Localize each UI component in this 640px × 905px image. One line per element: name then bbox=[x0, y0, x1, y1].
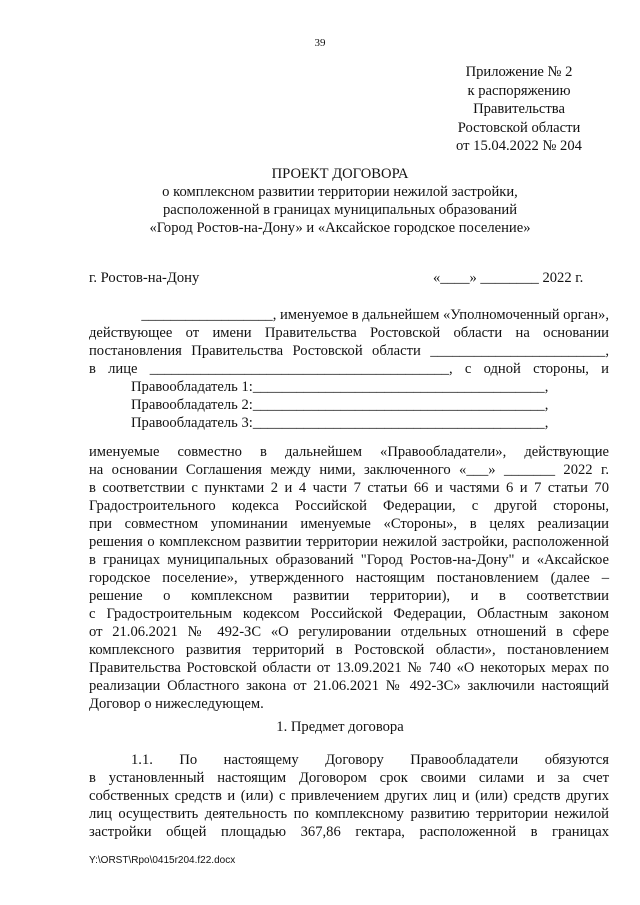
body-line: решения о комплексном развитии территории нежилой застройки, расположенной bbox=[89, 534, 609, 550]
body-line: решение о комплексном развитии территории), и в соответствии bbox=[89, 588, 609, 604]
rightholder-line: Правообладатель 2:________________________________________, bbox=[131, 397, 549, 413]
rightholder-line: Правообладатель 3:________________________________________, bbox=[131, 415, 549, 431]
section-line: собственных средств и (или) с привлечением других лиц и (или) средств других bbox=[89, 788, 609, 804]
body-line: от 21.06.2021 № 492-ЗС «О регулировании отдельных отношений в сфере bbox=[89, 624, 609, 640]
section-line: в установленный настоящим Договором срок своими силами и за счет bbox=[89, 770, 609, 786]
body-line: на основании Соглашения между ними, заключенного «___» _______ 2022 г. bbox=[89, 462, 609, 478]
page-number: 39 bbox=[314, 37, 326, 49]
body-line: городское поселение», утвержденного настоящим постановлением (далее – bbox=[89, 570, 609, 586]
appendix-line: к распоряжению bbox=[467, 83, 571, 99]
body-line: Правительства Ростовской области от 13.09.2021 № 740 «О некоторых мерах по bbox=[89, 660, 609, 676]
body-line: в границах муниципальных образований "Город Ростов-на-Дону" и «Аксайское bbox=[89, 552, 609, 568]
body-line: реализации Областного закона от 21.06.2021 № 492-ЗС» заключили настоящий bbox=[89, 678, 609, 694]
body-line: в соответствии с пунктами 2 и 4 части 7 статьи 66 и частями 6 и 7 статьи 70 bbox=[89, 480, 609, 496]
body-line: комплексного развития территорий в Ростовской области», постановлением bbox=[89, 642, 609, 658]
appendix-line: Приложение № 2 bbox=[465, 64, 573, 80]
body-line: с Градостроительным кодексом Российской Федерации, Областным законом bbox=[89, 606, 609, 622]
preamble-line: __________________, именуемое в дальнейшем «Уполномоченный орган», bbox=[141, 307, 609, 323]
rightholder-line: Правообладатель 1:________________________________________, bbox=[131, 379, 549, 395]
document-subtitle: расположенной в границах муниципальных образований bbox=[162, 202, 518, 218]
document-title: ПРОЕКТ ДОГОВОРА bbox=[271, 166, 409, 182]
contract-place: г. Ростов-на-Дону bbox=[89, 270, 200, 286]
footer-filepath: Y:\ORST\Rpo\0415r204.f22.docx bbox=[89, 855, 236, 866]
section-line: лиц осуществить деятельность по комплексному развитию территории нежилой bbox=[89, 806, 609, 822]
body-line: Градостроительного кодекса Российской Федерации, с другой стороны, bbox=[89, 498, 609, 514]
preamble-line: постановления Правительства Ростовской области ________________________, bbox=[89, 343, 609, 359]
body-line: при совместном упоминании именуемые «Стороны», в целях реализации bbox=[89, 516, 609, 532]
body-line: Договор о нижеследующем. bbox=[89, 696, 264, 712]
appendix-line: Ростовской области bbox=[457, 120, 581, 136]
document-subtitle: «Город Ростов-на-Дону» и «Аксайское городское поселение» bbox=[149, 220, 531, 236]
section-line: застройки общей площадью 367,86 гектара, расположенной в границах bbox=[89, 824, 609, 840]
preamble-line: в лице _________________________________________, с одной стороны, и bbox=[89, 361, 609, 377]
section-line: 1.1. По настоящему Договору Правообладатели обязуются bbox=[131, 752, 609, 768]
preamble-line: действующее от имени Правительства Ростовской области на основании bbox=[89, 325, 609, 341]
body-line: именуемые совместно в дальнейшем «Правообладатели», действующие bbox=[89, 444, 609, 460]
appendix-line: Правительства bbox=[473, 101, 565, 117]
document-subtitle: о комплексном развитии территории нежилой застройки, bbox=[162, 184, 518, 200]
appendix-line: от 15.04.2022 № 204 bbox=[456, 138, 582, 154]
contract-date: «____» ________ 2022 г. bbox=[433, 270, 584, 286]
section-heading: 1. Предмет договора bbox=[276, 719, 404, 735]
